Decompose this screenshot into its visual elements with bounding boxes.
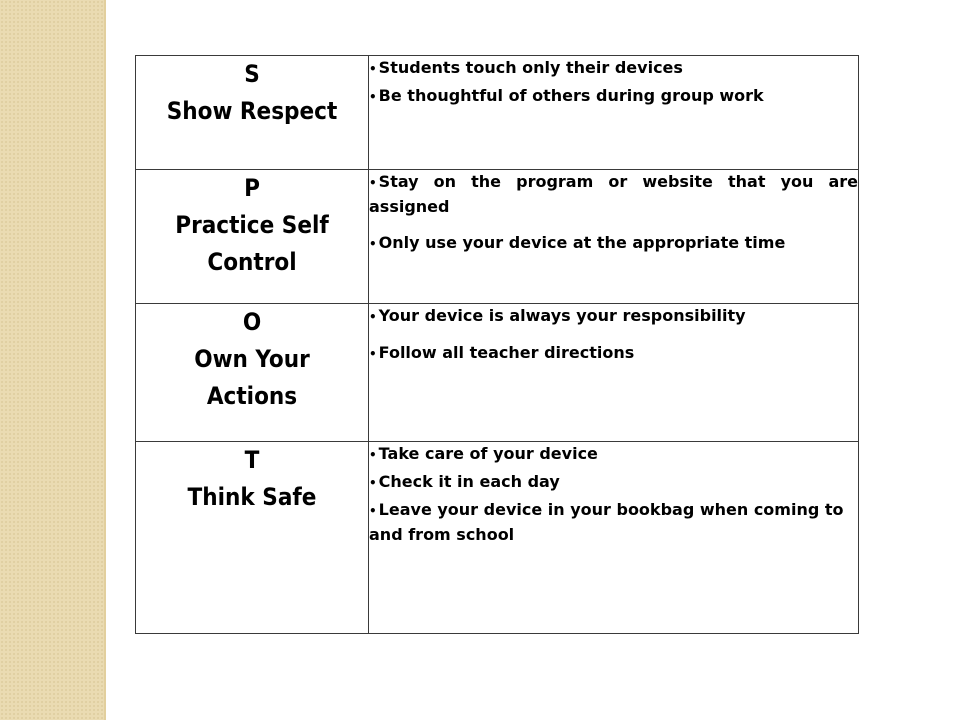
row-t-heading-cell — [136, 442, 369, 634]
list-item — [369, 470, 858, 495]
row-t-letter: T — [244, 446, 260, 474]
row-s-rules-cell — [369, 56, 859, 170]
row-p-heading-cell — [136, 170, 369, 304]
list-item — [369, 498, 858, 547]
row-p-rules-cell — [369, 170, 859, 304]
list-item — [369, 84, 858, 109]
list-item — [369, 231, 858, 256]
row-p-letter: P — [244, 174, 260, 202]
table-row-t — [136, 442, 859, 634]
row-t-rule-list — [369, 442, 858, 547]
table-row-p — [136, 170, 859, 304]
rule-text: Leave your device in your bookbag when coming to and from school — [369, 500, 844, 544]
row-o-letter: O — [242, 308, 262, 336]
bullet-icon: • — [369, 448, 377, 462]
rule-text: Your device is always your responsibility — [378, 306, 746, 325]
rule-text: Check it in each day — [378, 472, 560, 491]
bullet-icon: • — [369, 176, 377, 190]
list-item — [369, 304, 858, 329]
bullet-icon: • — [369, 62, 377, 76]
row-s-letter: S — [244, 60, 260, 88]
row-s-title: Show Respect — [166, 97, 338, 125]
list-item — [369, 341, 858, 366]
table-row-s — [136, 56, 859, 170]
rule-text: Follow all teacher directions — [378, 343, 635, 362]
row-o-rules-cell — [369, 304, 859, 442]
rule-text: Students touch only their devices — [378, 58, 683, 77]
decorative-side-strip — [0, 0, 106, 720]
list-item — [369, 442, 858, 467]
row-o-heading-cell — [136, 304, 369, 442]
row-t-rules-cell — [369, 442, 859, 634]
row-p-title-line-2: Control — [207, 248, 297, 276]
row-o-rule-list — [369, 304, 858, 366]
spot-rules-table — [135, 55, 859, 634]
bullet-icon: • — [369, 310, 377, 324]
row-s-heading-cell — [136, 56, 369, 170]
rule-text: Stay on the program or website that you are assigned — [369, 172, 858, 216]
list-item — [369, 56, 858, 81]
rule-text: Be thoughtful of others during group work — [378, 86, 764, 105]
bullet-icon: • — [369, 504, 377, 518]
row-t-title: Think Safe — [187, 483, 317, 511]
row-p-title-line-1: Practice Self — [175, 211, 329, 239]
row-p-rule-list — [369, 170, 858, 256]
bullet-icon: • — [369, 90, 377, 104]
row-s-rule-list — [369, 56, 858, 109]
row-o-title-line-2: Actions — [206, 382, 298, 410]
bullet-icon: • — [369, 347, 377, 361]
list-item — [369, 170, 858, 219]
bullet-icon: • — [369, 476, 377, 490]
row-o-title-line-1: Own Your — [194, 345, 310, 373]
table-row-o — [136, 304, 859, 442]
rule-text: Only use your device at the appropriate time — [378, 233, 786, 252]
bullet-icon: • — [369, 237, 377, 251]
rule-text: Take care of your device — [378, 444, 598, 463]
